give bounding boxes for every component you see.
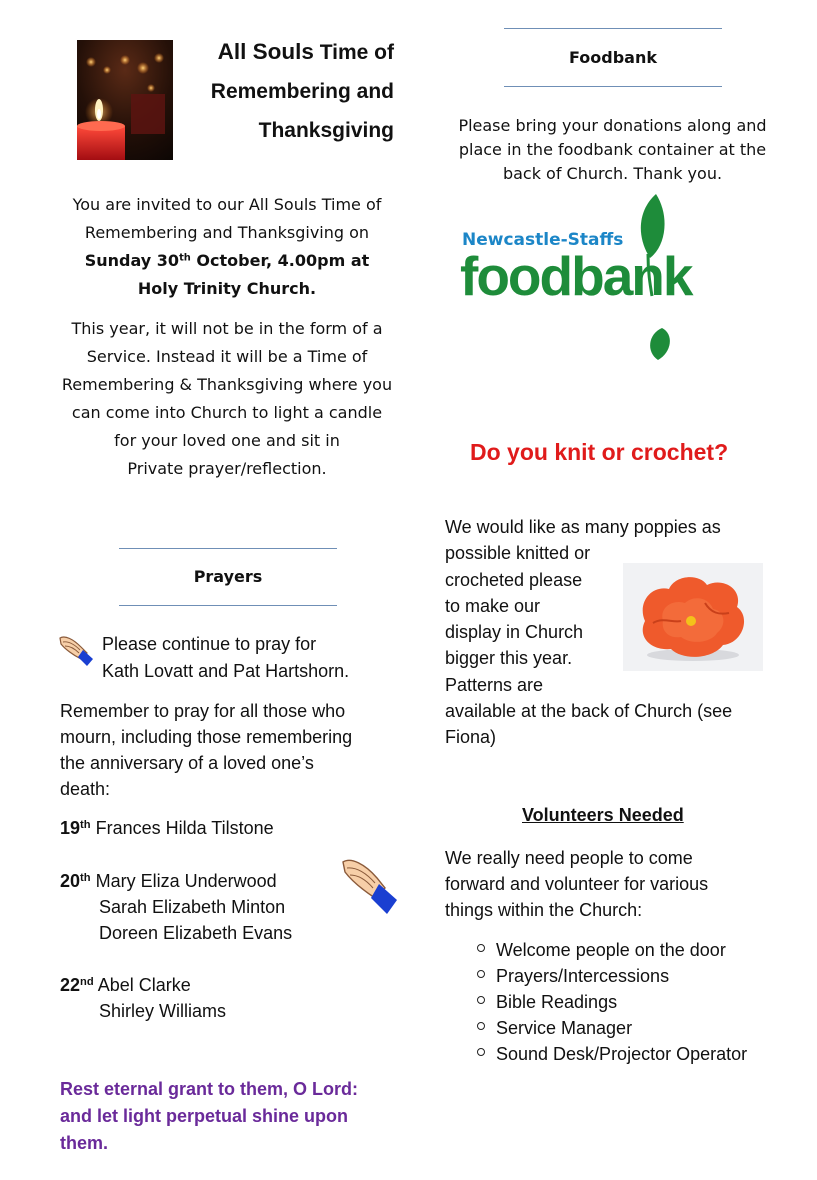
knit-text: We would like as many poppies as possible knitted or crocheted please to make our display in Church bigger this year. Patterns are available at the back of Church (see Fiona) <box>445 517 733 748</box>
foodbank-logo <box>458 192 758 364</box>
anniversary-19: 19th Frances Hilda Tilstone <box>60 818 274 838</box>
page-title: All Souls Time of Remembering and Thanksgiving <box>210 39 394 142</box>
remember-text: Remember to pray for all those who mourn, including those remembering the anniversary of a loved one’s death: <box>60 701 353 799</box>
divider <box>119 605 337 606</box>
divider <box>504 86 722 87</box>
service-info-text: This year, it will not be in the form of a Service. Instead it will be a Time of Remembering & Thanksgiving where you can come into Church to light a candle for your loved one and sit in Private prayer/reflection. <box>61 319 393 478</box>
praying-hands-icon <box>339 856 403 916</box>
volunteers-text: We really need people to come forward and volunteer for various things within the Church: <box>445 848 709 920</box>
foodbank-text: Please bring your donations along and place in the foodbank container at the back of Church. Thank you. <box>458 116 767 183</box>
list-item: Welcome people on the door <box>472 937 792 963</box>
divider <box>119 548 337 549</box>
prayers-heading: Prayers <box>193 567 263 586</box>
volunteers-heading: Volunteers Needed <box>522 805 684 825</box>
pray-for-text: Please continue to pray for Kath Lovatt and Pat Hartshorn. <box>102 634 350 681</box>
anniversary-20: 20th Mary Eliza Underwood Sarah Elizabeth Minton Doreen Elizabeth Evans <box>60 871 293 943</box>
knit-heading: Do you knit or crochet? <box>470 439 729 465</box>
foodbank-heading: Foodbank <box>569 48 657 67</box>
logo-big-text: foodbank <box>460 245 692 307</box>
closing-prayer: Rest eternal grant to them, O Lord: and let light perpetual shine upon them. <box>60 1079 359 1153</box>
list-item: Sound Desk/Projector Operator <box>472 1041 792 1067</box>
invitation-text: You are invited to our All Souls Time of Remembering and Thanksgiving on Sunday 30th October, 4.00pm at Holy Trinity Church. <box>72 195 382 298</box>
divider <box>504 28 722 29</box>
volunteer-roles-list <box>472 937 792 1067</box>
list-item: Bible Readings <box>472 989 792 1015</box>
logo-small-text: Newcastle-Staffs <box>462 230 624 250</box>
candle-image <box>77 40 173 160</box>
anniversary-22: 22nd Abel Clarke Shirley Williams <box>60 975 227 1021</box>
list-item: Prayers/Intercessions <box>472 963 792 989</box>
praying-hands-icon <box>57 633 97 667</box>
list-item: Service Manager <box>472 1015 792 1041</box>
knitted-poppy-image <box>623 563 763 671</box>
